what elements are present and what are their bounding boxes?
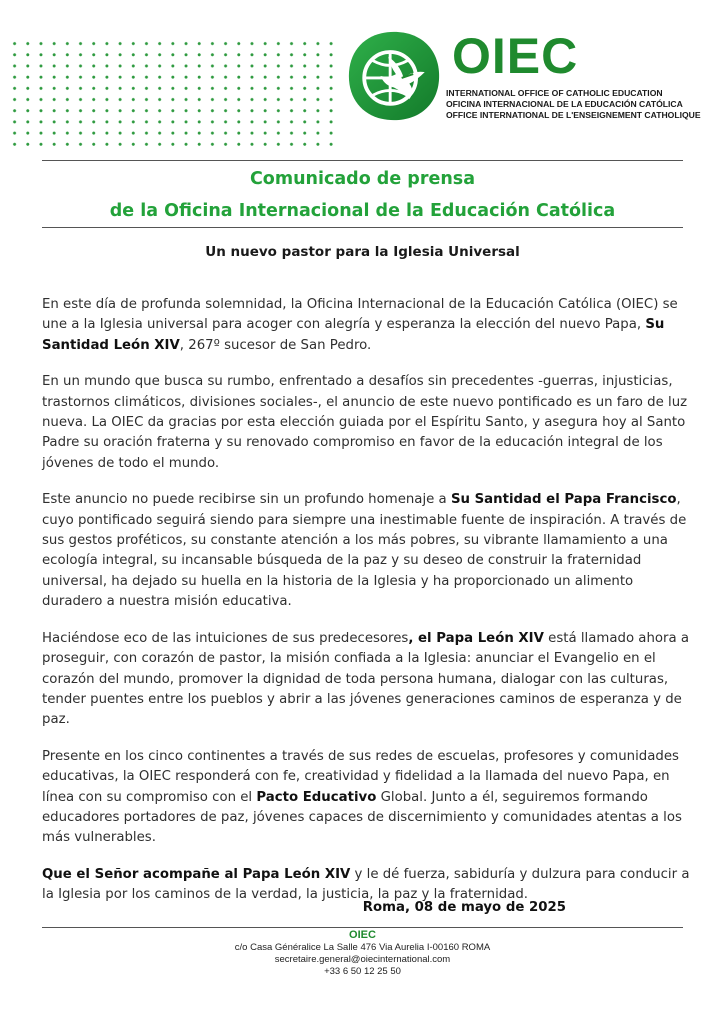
top-divider <box>42 160 683 161</box>
paragraph-3-text-end: , cuyo pontificado seguirá siendo para siempre una inestimable fuente de inspiración. A través de sus gestos proféticos, su constante atención a los más pobres, su vibrante llamamiento a una ecología integral, su incansable búsqueda de la paz y su deseo de construir la fraternidad universal, ha dejado su huella en la historia de la Iglesia y ha proporcionado un alimento duradero a nuestra misión educativa. <box>42 492 687 610</box>
org-name-en: INTERNATIONAL OFFICE OF CATHOLIC EDUCATION <box>446 88 663 98</box>
body-text <box>42 295 690 922</box>
organization-names <box>446 88 701 121</box>
paragraph-5-text: Presente en los cinco continentes a través de sus redes de escuelas, profesores y comunidades educativas, la OIEC responderá con fe, creatividad y fidelidad a la llamada del nuevo Papa, en línea con su compromiso con el <box>42 748 679 805</box>
paragraph-2: En un mundo que busca su rumbo, enfrentado a desafíos sin precedentes -guerras, injusticias, trastornos climáticos, divisiones sociales-, el anuncio de este nuevo pontificado es un faro de luz nueva. La OIEC da gracias por esta elección guiada por el Espíritu Santo, y asegura hoy al Santo Padre su oración fraterna y su renovado compromiso en favor de la educación integral de los jóvenes de todo el mundo. <box>42 374 688 471</box>
paragraph-6-emphasis: Que el Señor acompañe al Papa León XIV <box>42 866 351 882</box>
decorative-dot-grid <box>8 38 333 150</box>
dateline: Roma, 08 de mayo de 2025 <box>362 900 566 915</box>
org-name-fr: OFFICE INTERNATIONAL DE L'ENSEIGNEMENT CATHOLIQUE <box>446 110 701 120</box>
paragraph-5 <box>42 747 690 849</box>
press-release-title-line-1: Comunicado de prensa <box>249 169 476 189</box>
footer-phone: +33 6 50 12 25 50 <box>324 966 401 977</box>
press-release-title-line-2: de la Oficina Internacional de la Educación Católica <box>109 201 616 221</box>
paragraph-1-text-end: , 267º sucesor de San Pedro. <box>179 337 372 353</box>
paragraph-4-text: Haciéndose eco de las intuiciones de sus predecesores <box>42 630 409 646</box>
title-divider <box>42 227 683 228</box>
footer-divider <box>42 927 683 928</box>
paragraph-5-text-end: Global. Junto a él, seguiremos formando educadores portadores de paz, jóvenes capaces de discernimiento y comunidades atentas a los más vulnerables. <box>42 789 682 846</box>
paragraph-5-emphasis: Pacto Educativo <box>256 789 377 805</box>
brand-name: OIEC <box>452 28 579 84</box>
org-name-es: OFICINA INTERNACIONAL DE LA EDUCACIÓN CATÓLICA <box>446 99 683 109</box>
footer-address: c/o Casa Généralice La Salle 476 Via Aurelia I-00160 ROMA <box>234 942 491 953</box>
paragraph-4 <box>42 629 690 731</box>
paragraph-3 <box>42 490 690 612</box>
paragraph-3-text: Este anuncio no puede recibirse sin un profundo homenaje a <box>42 492 451 508</box>
footer-email[interactable]: secretaire.general@oiecinternational.com <box>274 954 451 965</box>
paragraph-3-emphasis: Su Santidad el Papa Francisco <box>450 492 677 508</box>
paragraph-1-emphasis: Su Santidad León XIV <box>42 317 665 353</box>
globe-with-dove-icon <box>346 28 442 124</box>
footer-org-name: OIEC <box>349 929 376 941</box>
paragraph-4-text-end: está llamado ahora a proseguir, con corazón de pastor, la misión confiada a la Iglesia: anunciar el Evangelio en el corazón del mundo, promover la dignidad de toda persona humana, dialogar con las culturas, tender puentes entre los pueblos y abrir a las jóvenes generaciones caminos de esperanza y de paz. <box>42 630 690 728</box>
document-subtitle: Un nuevo pastor para la Iglesia Universal <box>205 244 520 260</box>
paragraph-1-text: En este día de profunda solemnidad, la Oficina Internacional de la Educación Católica (OIEC) se une a la Iglesia universal para acoger con alegría y esperanza la elección del nuevo Papa, <box>42 297 678 333</box>
paragraph-1 <box>42 295 690 356</box>
paragraph-6-text: y le dé fuerza, sabiduría y dulzura para conducir a la Iglesia por los caminos de la verdad, la justicia, la paz y la fraternidad. <box>42 866 690 903</box>
footer <box>42 929 683 978</box>
paragraph-4-emphasis: , el Papa León XIV <box>408 630 544 646</box>
